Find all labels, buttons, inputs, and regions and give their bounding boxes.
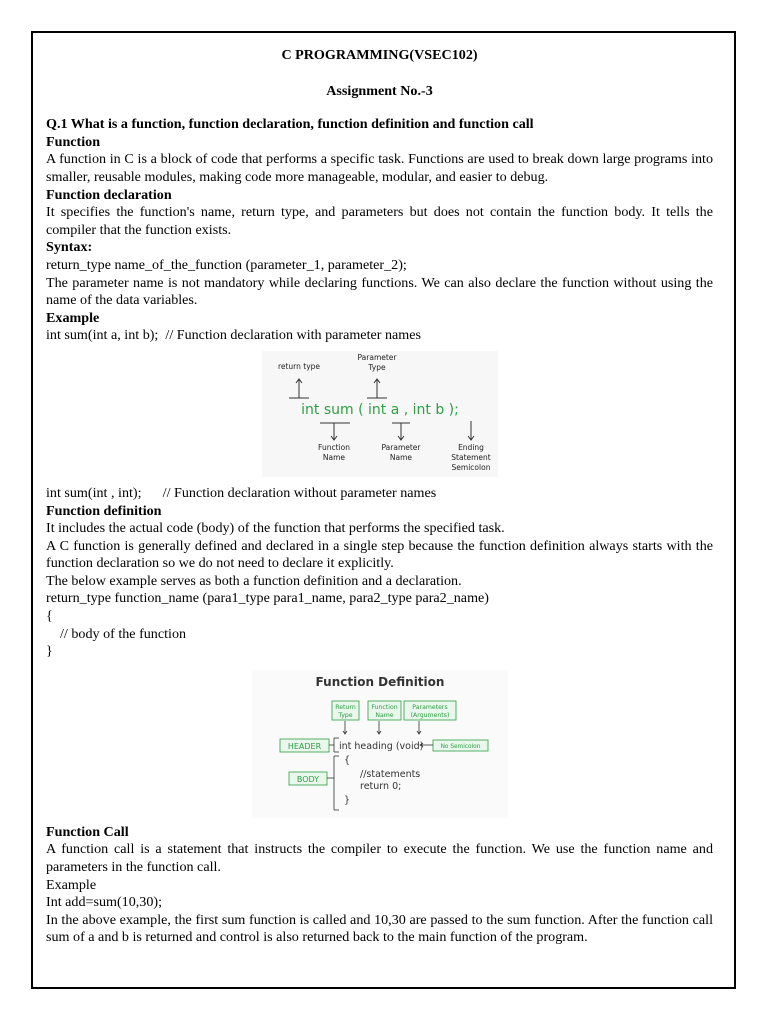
definition-open-brace-code: {: [343, 754, 350, 766]
definition-text-2: A C function is generally defined and declared in a single step because the function definition always starts with the function declaration so we do not need to declare it explicitly.: [46, 537, 713, 572]
document-page: [31, 31, 736, 989]
label-function-name-2: Name: [322, 452, 345, 462]
call-text: A function call is a statement that instructs the compiler to execute the function. We use the function name and parameters in the function call.: [46, 841, 713, 876]
label-ending-3: Semicolon: [451, 462, 490, 472]
definition-diagram-svg: [252, 670, 508, 818]
label-params-2: (Arguments): [410, 711, 449, 719]
definition-diagram-title: Function Definition: [315, 674, 444, 689]
declaration-syntax: return_type name_of_the_function (parameter_1, parameter_2);: [46, 256, 407, 273]
declaration-note: The parameter name is not mandatory while declaring functions. We can also declare the function without using the name of the data variables.: [46, 274, 713, 309]
label-return-type: return type: [277, 361, 320, 371]
definition-code-line: int heading (void): [338, 740, 423, 752]
declaration-text: It specifies the function's name, return type, and parameters but does not contain the function body. It tells the compiler that the function exists.: [46, 204, 713, 238]
question-heading: Q.1 What is a function, function declaration, function definition and function call: [46, 116, 534, 133]
label-return-1: Return: [334, 703, 356, 711]
label-body: BODY: [296, 774, 319, 784]
document-title: C PROGRAMMING(VSEC102): [281, 47, 478, 63]
label-no-semicolon: No Semicolon: [440, 743, 480, 750]
document-content: [46, 47, 713, 947]
example-heading: Example: [46, 309, 100, 326]
definition-text-1: It includes the actual code (body) of the function that performs the specified task.: [46, 520, 505, 537]
label-ending-1: Ending: [457, 442, 484, 452]
declaration-example-2: int sum(int , int); // Function declaration without parameter names: [46, 484, 437, 501]
definition-return: return 0;: [359, 780, 401, 792]
definition-syntax: return_type function_name (para1_type para1_name, para2_type para2_name): [46, 590, 489, 607]
label-fname-1: Function: [370, 703, 398, 711]
label-function-name-1: Function: [317, 442, 350, 452]
declaration-diagram: [262, 351, 498, 477]
declaration-example-1: int sum(int a, int b); // Function declaration with parameter names: [46, 327, 421, 344]
call-example: Int add=sum(10,30);: [46, 894, 162, 911]
definition-close-brace: }: [46, 643, 53, 660]
label-parameter-name-1: Parameter: [380, 442, 421, 452]
function-heading: Function: [46, 133, 101, 150]
syntax-heading: Syntax:: [46, 239, 93, 256]
declaration-diagram-svg: [262, 351, 498, 477]
definition-diagram: [252, 670, 508, 818]
label-ending-2: Statement: [450, 452, 491, 462]
label-parameter-type-2: Type: [367, 362, 386, 372]
function-text: A function in C is a block of code that performs a specific task. Functions are used to break down large programs into smaller, reusable modules, making code more manageable, modular, and easier to debug.: [46, 151, 713, 185]
definition-close-brace-code: }: [343, 794, 350, 806]
label-return-2: Type: [337, 711, 353, 719]
definition-text-3: The below example serves as both a function definition and a declaration.: [46, 572, 462, 589]
declaration-heading: Function declaration: [46, 186, 172, 203]
call-explanation: In the above example, the first sum function is called and 10,30 are passed to the sum function. After the function call sum of a and b is returned and control is also returned back to the main function of the program.: [46, 911, 713, 946]
call-heading: Function Call: [46, 823, 129, 840]
label-fname-2: Name: [374, 711, 394, 719]
label-params-1: Parameters: [411, 703, 448, 711]
definition-open-brace: {: [46, 608, 53, 625]
declaration-code: int sum ( int a , int b );: [300, 401, 459, 418]
call-example-heading: Example: [46, 876, 97, 893]
definition-body: // body of the function: [60, 625, 187, 642]
label-parameter-type-1: Parameter: [356, 352, 397, 362]
label-parameter-name-2: Name: [389, 452, 412, 462]
label-header: HEADER: [287, 741, 321, 751]
definition-heading: Function definition: [46, 502, 162, 519]
definition-statements: //statements: [359, 768, 420, 780]
assignment-number: Assignment No.-3: [326, 82, 433, 99]
